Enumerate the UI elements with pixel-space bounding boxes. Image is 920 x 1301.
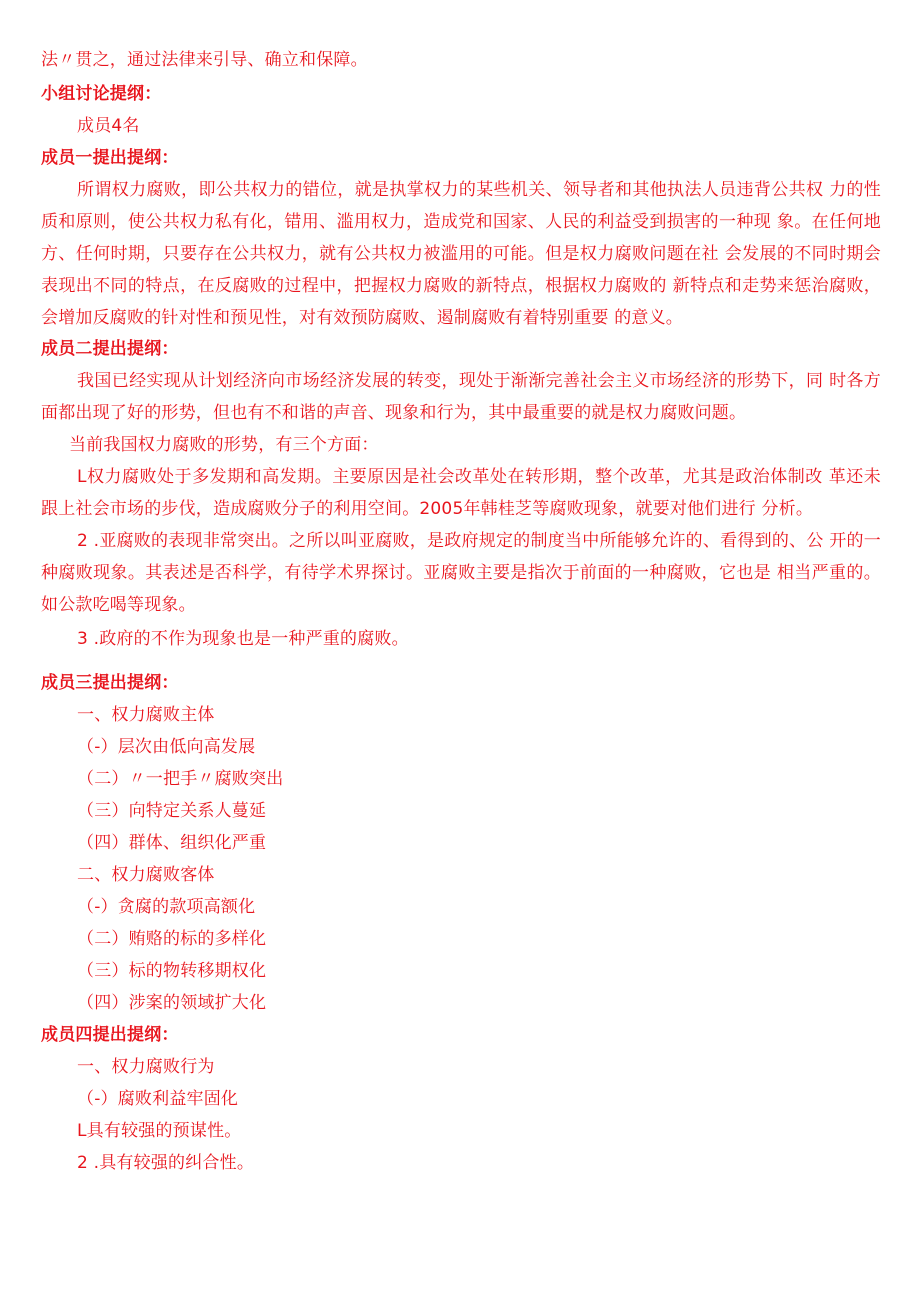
discussion-heading: 小组讨论提纲： xyxy=(41,84,162,104)
member2-paragraph: 我国已经实现从计划经济向市场经济发展的转变，现处于渐渐完善社会主义市场经济的形势下，同 时各方面都出现了好的形势，但也有不和谐的声音、现象和行为，其中最重要的就是权力腐败问题。 xyxy=(41,371,881,423)
list-item: （二）〃一把手〃腐败突出 xyxy=(77,769,284,789)
members-count: 成员4名 xyxy=(77,116,140,136)
list-item: （四）涉案的领域扩大化 xyxy=(77,993,267,1013)
list-item: L具有较强的预谋性。 xyxy=(77,1121,242,1141)
list-item: （三）标的物转移期权化 xyxy=(77,961,267,981)
list-item: （二）贿赂的标的多样化 xyxy=(77,929,267,949)
list-item: 一、权力腐败主体 xyxy=(77,705,215,725)
continuation-line: 法〃贯之，通过法律来引导、确立和保障。 xyxy=(41,50,368,70)
list-item: 2 .具有较强的纠合性。 xyxy=(77,1153,255,1173)
member2-heading: 成员二提出提纲： xyxy=(41,339,179,359)
member1-heading: 成员一提出提纲： xyxy=(41,148,179,168)
member2-intro: 当前我国权力腐败的形势，有三个方面： xyxy=(69,435,379,455)
list-item: （-）贪腐的款项高额化 xyxy=(77,897,256,917)
member3-heading: 成员三提出提纲： xyxy=(41,673,179,693)
member1-paragraph: 所谓权力腐败，即公共权力的错位，就是执掌权力的某些机关、领导者和其他执法人员违背公共权 力的性质和原则，使公共权力私有化，错用、滥用权力，造成党和国家、人民的利益受到损害的一种现 象。在任何地方、任何时期，只要存在公共权力，就有公共权力被滥用的可能。但是权力腐败问题在社 会发展的不同时期会表现出不同的特点，在反腐败的过程中，把握权力腐败的新特点，根据权力腐败的 新特点和走势来惩治腐败，会增加反腐败的针对性和预见性，对有效预防腐败、遏制腐败有着特别重要 的意义。 xyxy=(41,180,881,328)
member2-point2: 2 .亚腐败的表现非常突出。之所以叫亚腐败，是政府规定的制度当中所能够允许的、看得到的、公 开的一种腐败现象。其表述是否科学，有待学术界探讨。亚腐败主要是指次于前面的一种腐败，它也是 相当严重的。如公款吃喝等现象。 xyxy=(41,531,881,615)
list-item: （三）向特定关系人蔓延 xyxy=(77,801,267,821)
list-item: 二、权力腐败客体 xyxy=(77,865,215,885)
list-item: （四）群体、组织化严重 xyxy=(77,833,267,853)
member4-heading: 成员四提出提纲： xyxy=(41,1025,179,1045)
member2-point1: L权力腐败处于多发期和高发期。主要原因是社会改革处在转形期，整个改革，尤其是政治体制改 革还未跟上社会市场的步伐，造成腐败分子的利用空间。2005年韩桂芝等腐败现象，就要对他们进行 分析。 xyxy=(41,467,881,519)
list-item: （-）层次由低向高发展 xyxy=(77,737,256,757)
member2-point3: 3 .政府的不作为现象也是一种严重的腐败。 xyxy=(77,629,409,649)
list-item: （-）腐败利益牢固化 xyxy=(77,1089,239,1109)
list-item: 一、权力腐败行为 xyxy=(77,1057,215,1077)
